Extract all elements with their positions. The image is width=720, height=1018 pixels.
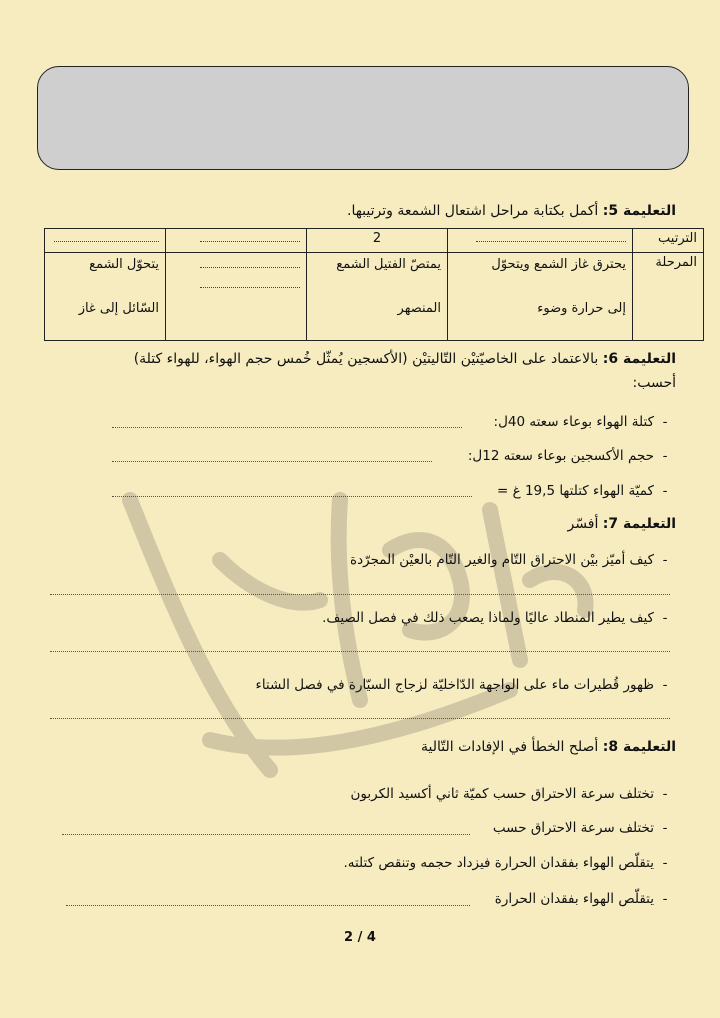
list-item: -تختلف سرعة الاحتراق حسب bbox=[492, 820, 668, 836]
stage-1-line-2: إلى حرارة وضوء bbox=[537, 301, 626, 316]
instruction-8-text: أصلح الخطأ في الإفادات التّالية bbox=[420, 739, 599, 755]
instruction-6 bbox=[134, 351, 676, 367]
answer-line[interactable] bbox=[50, 594, 670, 595]
answer-line[interactable] bbox=[50, 651, 670, 652]
item-text: كيف أميّز بيْن الاحتراق التّام والغير التّام بالعيْن المجرّدة bbox=[350, 552, 654, 568]
order-value: 2 bbox=[372, 231, 382, 246]
stage-4-line-1: يتحوّل الشمع bbox=[89, 257, 159, 272]
instruction-5-text: أكمل بكتابة مراحل اشتعال الشمعة وترتيبها. bbox=[347, 203, 599, 219]
stage-cell-4 bbox=[45, 253, 166, 341]
stage-2-line-1: يمتصّ الفتيل الشمع bbox=[336, 257, 441, 272]
page-number: 2 / 4 bbox=[344, 930, 376, 945]
item-text: تختلف سرعة الاحتراق حسب bbox=[492, 820, 654, 836]
answer-line[interactable] bbox=[66, 905, 470, 906]
instruction-5-label: التعليمة 5: bbox=[602, 203, 676, 219]
answer-line[interactable] bbox=[112, 496, 472, 497]
list-item: -يتقلّص الهواء بفقدان الحرارة bbox=[494, 891, 668, 907]
stage-1-line-1: يحترق غاز الشمع ويتحوّل bbox=[491, 257, 626, 272]
answer-line[interactable] bbox=[62, 834, 470, 835]
answer-line[interactable] bbox=[112, 461, 432, 462]
list-item: -يتقلّص الهواء بفقدان الحرارة فيزداد حجمه وتنقص كتلته. bbox=[343, 855, 668, 871]
instruction-5 bbox=[347, 203, 676, 219]
instruction-6-label: التعليمة 6: bbox=[602, 351, 676, 367]
item-text: ظهور قُطيرات ماء على الواجهة الدّاخليّة لزجاج السيّارة في فصل الشتاء bbox=[255, 677, 654, 693]
list-item: -تختلف سرعة الاحتراق حسب كميّة ثاني أكسيد الكربون bbox=[350, 786, 668, 802]
instruction-7-text: أفسّر bbox=[567, 516, 599, 532]
list-item: -حجم الأكسجين بوعاء سعته 12ل: bbox=[467, 448, 668, 464]
order-header: الترتيب bbox=[658, 231, 697, 246]
answer-line[interactable] bbox=[50, 718, 670, 719]
list-item: -كيف أميّز بيْن الاحتراق التّام والغير التّام بالعيْن المجرّدة bbox=[350, 552, 668, 568]
item-text: كيف يطير المنطاد عاليًا ولماذا يصعب ذلك في فصل الصيف. bbox=[322, 610, 654, 626]
item-text: حجم الأكسجين بوعاء سعته 12ل: bbox=[467, 448, 654, 464]
instruction-8-label: التعليمة 8: bbox=[602, 739, 676, 755]
header-box bbox=[37, 66, 689, 170]
instruction-7-label: التعليمة 7: bbox=[602, 516, 676, 532]
instruction-6-line-2: أحسب: bbox=[632, 375, 676, 391]
item-text: يتقلّص الهواء بفقدان الحرارة bbox=[494, 891, 654, 907]
stage-cell-1 bbox=[448, 253, 633, 341]
stage-4-line-2: السّائل إلى غاز bbox=[78, 301, 159, 316]
order-header-cell bbox=[633, 229, 704, 253]
item-text: تختلف سرعة الاحتراق حسب كميّة ثاني أكسيد الكربون bbox=[350, 786, 654, 802]
order-cell-3[interactable] bbox=[166, 229, 307, 253]
instruction-7 bbox=[568, 516, 676, 532]
order-cell-2 bbox=[307, 229, 448, 253]
item-text: يتقلّص الهواء بفقدان الحرارة فيزداد حجمه وتنقص كتلته. bbox=[343, 855, 654, 871]
candle-stages-table bbox=[44, 228, 704, 341]
item-text: كتلة الهواء بوعاء سعته 40ل: bbox=[493, 414, 654, 430]
stage-cell-2 bbox=[307, 253, 448, 341]
item-text: كميّة الهواء كتلتها 19,5 غ = bbox=[497, 483, 654, 499]
answer-line[interactable] bbox=[112, 427, 462, 428]
order-cell-4[interactable] bbox=[45, 229, 166, 253]
list-item: -كميّة الهواء كتلتها 19,5 غ = bbox=[497, 483, 668, 499]
list-item: -ظهور قُطيرات ماء على الواجهة الدّاخليّة لزجاج السيّارة في فصل الشتاء bbox=[255, 677, 668, 693]
order-cell-1[interactable] bbox=[448, 229, 633, 253]
stage-2-line-2: المنصهر bbox=[397, 301, 441, 316]
stage-cell-3[interactable] bbox=[166, 253, 307, 341]
stage-header: المرحلة bbox=[655, 255, 697, 270]
stage-header-cell bbox=[633, 253, 704, 341]
instruction-6-text: بالاعتماد على الخاصيّتيْن التّاليتيْن (الأكسجين يُمثّل خُمس حجم الهواء، للهواء كتلة) bbox=[133, 351, 599, 367]
instruction-8 bbox=[421, 739, 676, 755]
list-item: -كتلة الهواء بوعاء سعته 40ل: bbox=[493, 414, 668, 430]
list-item: -كيف يطير المنطاد عاليًا ولماذا يصعب ذلك في فصل الصيف. bbox=[322, 610, 668, 626]
